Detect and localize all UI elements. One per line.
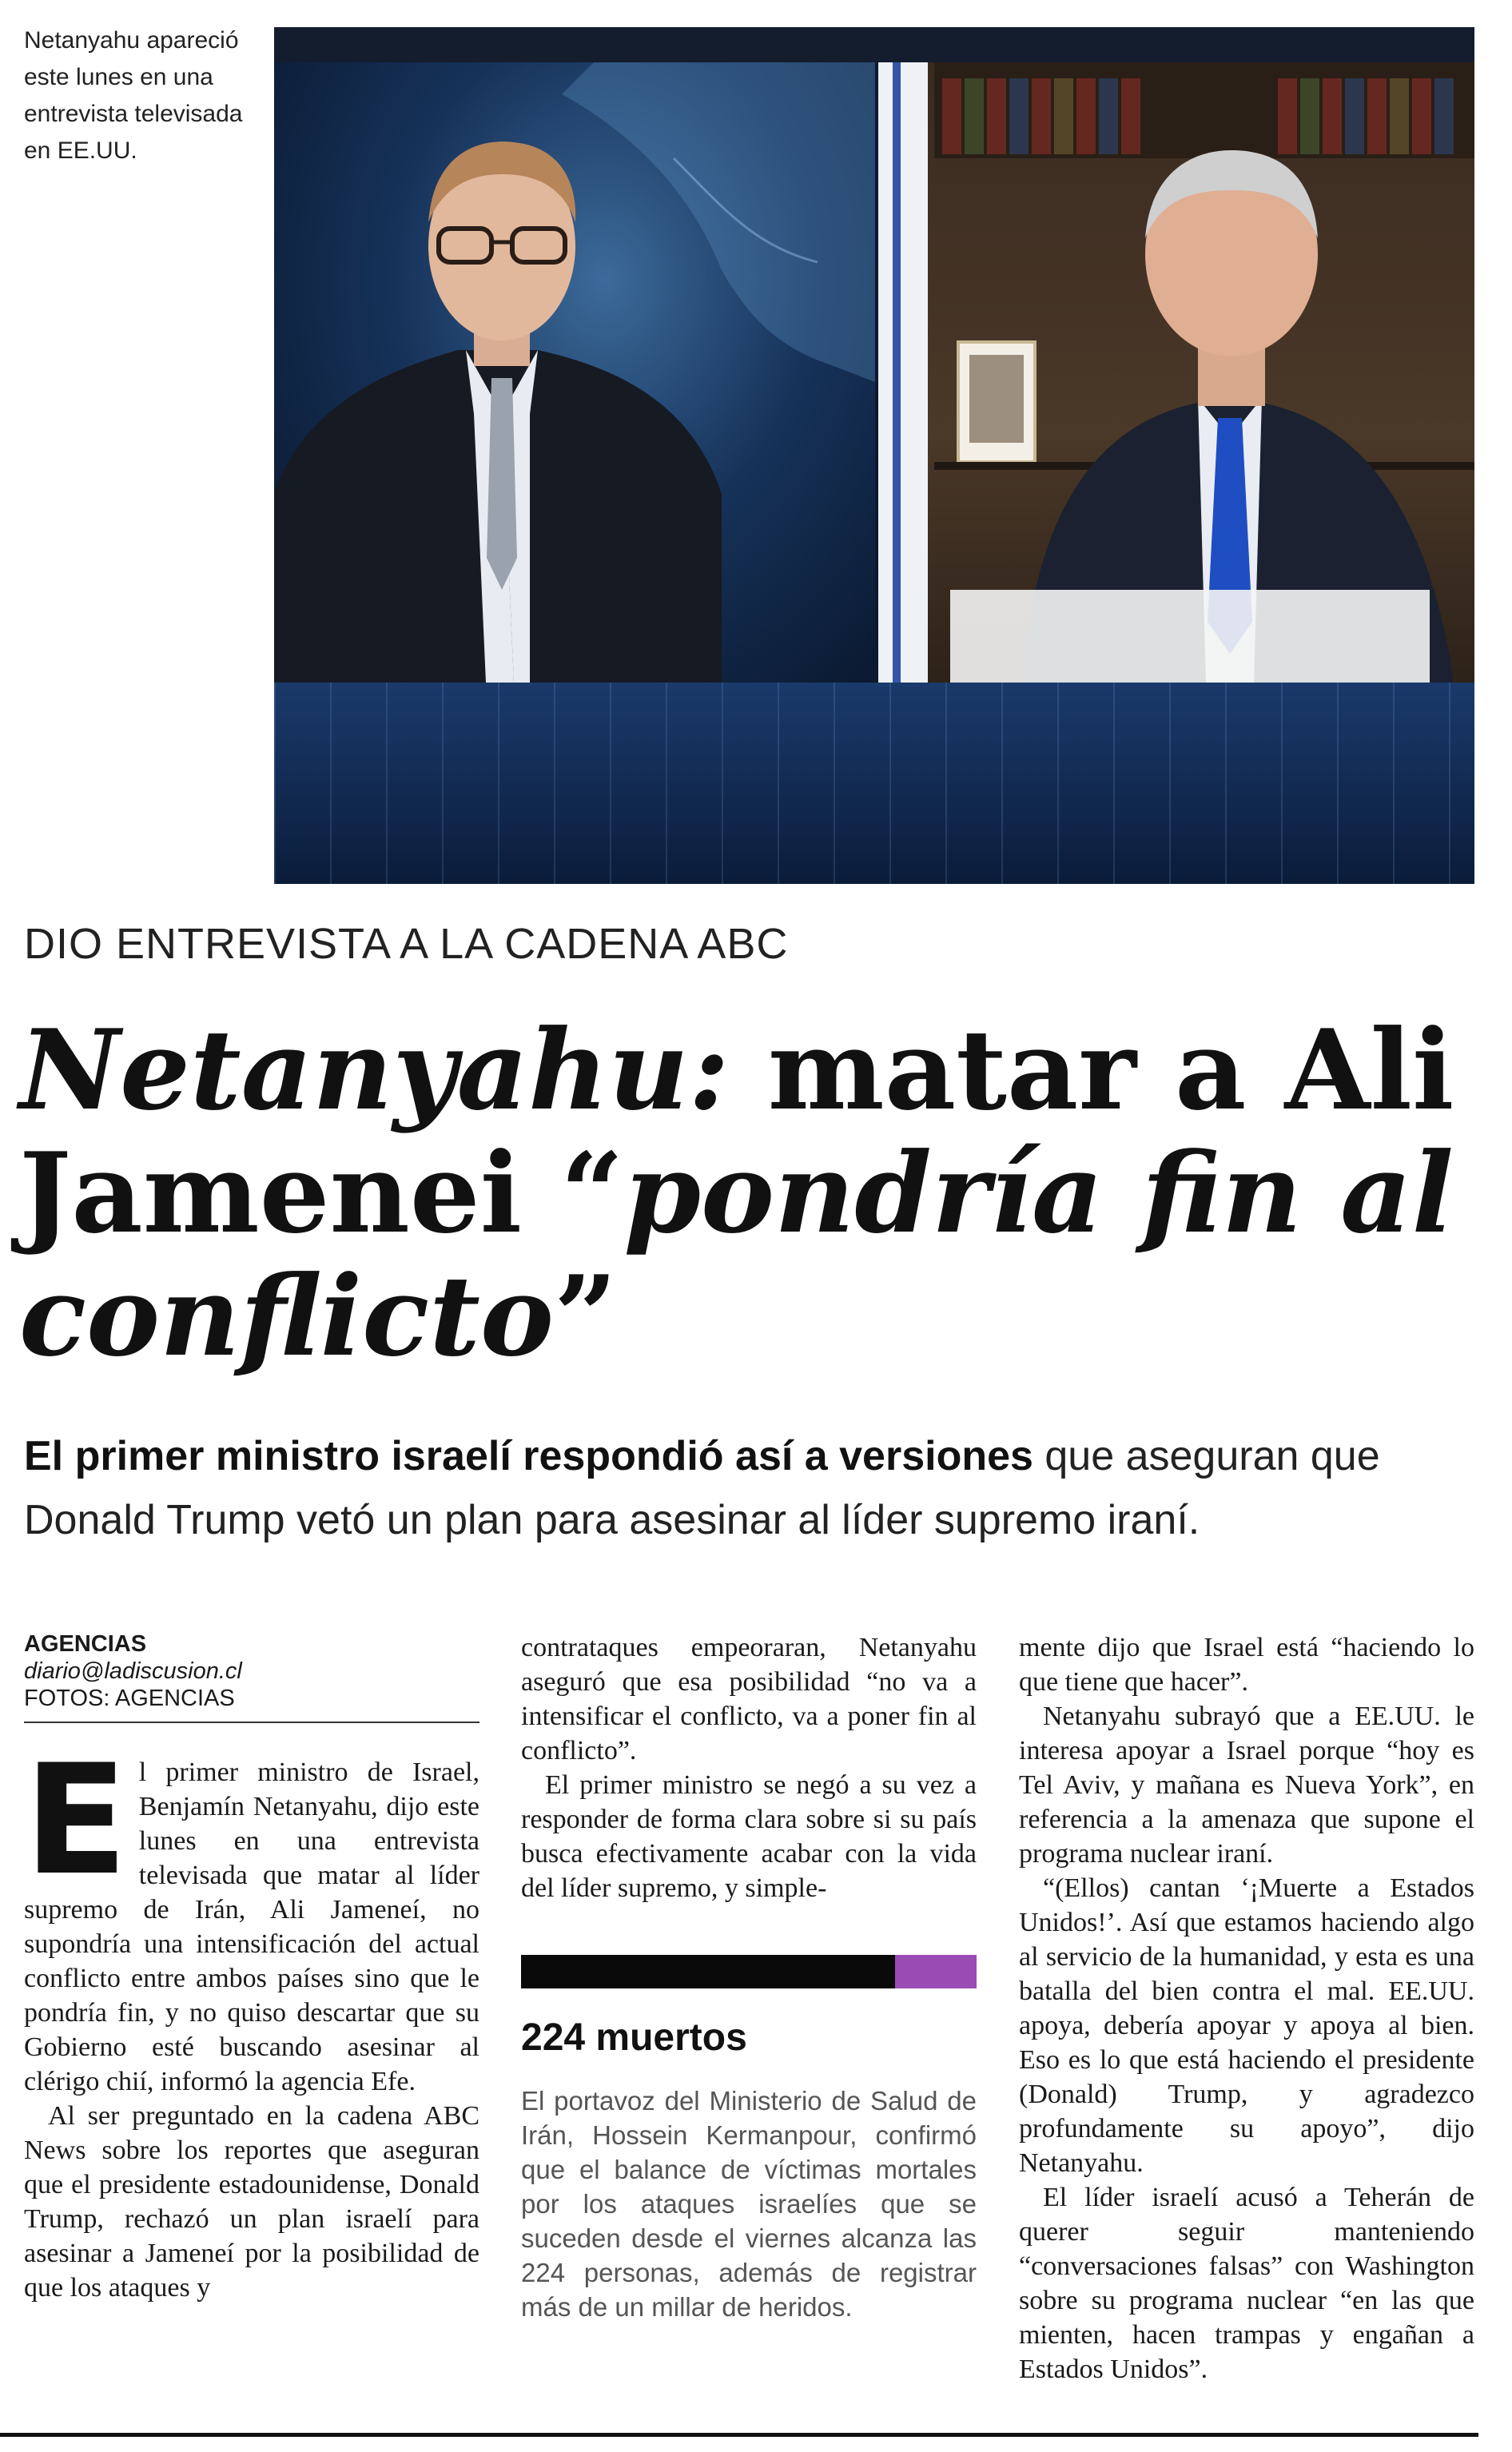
article-column-3	[1019, 1630, 1474, 2386]
headline-part-4: ”	[553, 1251, 618, 1381]
body-paragraph: Netanyahu subrayó que a EE.UU. le interesa apoyar a Israel porque “hoy es Tel Aviv, y mañana es Nueva York”, en referencia a la amenaza que supone el programa nuclear iraní.	[1019, 1702, 1474, 1869]
photo-top-strip	[274, 27, 1474, 62]
body-paragraph: El primer ministro se negó a su vez a responder de forma clara sobre si su país busca efectivamente acabar con la vida del líder supremo, y simple-	[521, 1770, 977, 1903]
byline-agency: AGENCIAS	[24, 1631, 147, 1657]
netanyahu-panel	[878, 62, 1474, 683]
sidebar-divider-bar	[521, 1955, 977, 1988]
sidebar-text: El portavoz del Ministerio de Salud de Irán, Hossein Kermanpour, confirmó que el balance de víctimas mortales por los ataques israelíes que se suceden desde el viernes alcanza las 224 personas, además de registrar más de un millar de heridos.	[521, 2086, 977, 2322]
sidebar-accent	[895, 1955, 977, 1988]
byline	[24, 1630, 479, 1712]
article-dek	[24, 1424, 1486, 1552]
anchor-panel	[274, 62, 875, 683]
sidebar-title: 224 muertos	[521, 2016, 747, 2059]
article-kicker: DIO ENTREVISTA A LA CADENA ABC	[24, 920, 789, 968]
byline-divider	[24, 1722, 479, 1723]
headline-part-2: matar a Ali Jamenei “	[19, 1005, 1454, 1258]
byline-email: diario@ladiscusion.cl	[24, 1658, 242, 1684]
dek-bold: El primer ministro israelí respondió así a versiones	[24, 1433, 1033, 1479]
netanyahu-illustration	[878, 62, 1474, 683]
headline-part-italic-1: Netanyahu:	[19, 1005, 730, 1135]
body-paragraph: Al ser preguntado en la cadena ABC News sobre los reportes que aseguran que el presidente estadounidense, Donald Trump, rechazó un plan israelí para asesinar a Jameneí por la posibilidad de que los ataques y	[24, 2101, 479, 2303]
body-paragraph: mente dijo que Israel está “haciendo lo que tiene que hacer”.	[1019, 1633, 1474, 1697]
interview-photo	[274, 27, 1474, 884]
page-bottom-rule	[0, 2433, 1478, 2437]
body-paragraph: contrataques empeoraran, Netanyahu aseguró que esa posibilidad “no va a intensificar el conflicto, va a poner fin al conflicto”.	[521, 1633, 977, 1765]
body-paragraph: El líder israelí acusó a Teherán de querer seguir manteniendo “conversaciones falsas” con Washington sobre su programa nuclear “en las que mienten, hacen trampas y engañan a Estados Unidos”.	[1019, 2183, 1474, 2384]
studio-floor-grid	[274, 683, 1474, 884]
dek-rest: que aseguran que Donald Trump vetó un plan para asesinar al líder supremo iraní.	[24, 1433, 1380, 1543]
body-paragraph: “(Ellos) cantan ‘¡Muerte a Estados Unidos!’. Así que estamos haciendo algo al servicio de la humanidad, y esta es una batalla del bien contra el mal. EE.UU. apoya, debería apoyar y apoya al bien. Eso es lo que está haciendo el presidente (Donald) Trump, y agradezco profundamente su apoyo”, dijo Netanyahu.	[1019, 1873, 1474, 2178]
body-text: l primer ministro de Israel, Benjamín Netanyahu, dijo este lunes en una entrevista televisada que matar al líder supremo de Irán, Ali Jameneí, no supondría una intensificación del actual conflicto entre ambos países sino que le pondría fin, y no quiso descartar que su Gobierno esté buscando asesinar al clérigo chií, informó la agencia Efe.	[24, 1757, 479, 2096]
article-column-1	[24, 1630, 479, 2305]
headline-part-italic-3: pondría fin al conflicto	[19, 1128, 1454, 1381]
drop-cap: E	[24, 1732, 128, 1909]
article-headline	[19, 1005, 1474, 1381]
studio-floor	[274, 683, 1474, 884]
byline-photos: FOTOS: AGENCIAS	[24, 1686, 235, 1711]
anchor-illustration	[274, 62, 875, 683]
photo-caption: Netanyahu apareció este lunes en una entrevista televisada en EE.UU.	[24, 27, 243, 164]
body-paragraph	[24, 1732, 479, 2099]
article-column-2	[521, 1630, 977, 2324]
